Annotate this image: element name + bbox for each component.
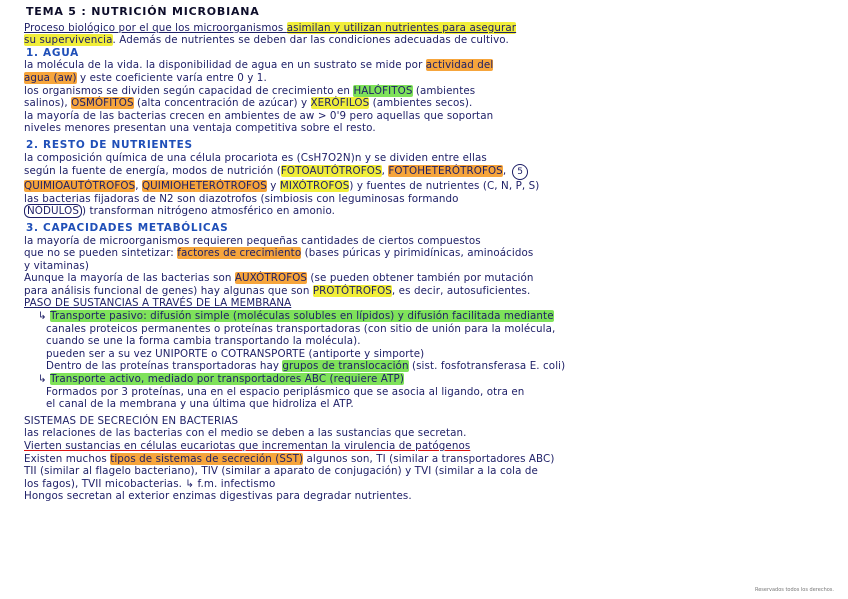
text-line: las bacterias fijadoras de N2 son diazotrofos (simbiosis con leguminosas formando xyxy=(24,192,459,205)
text-line: Aunque la mayoría de las bacterias son AUXÓTROFOS (se pueden obtener también por mutación xyxy=(24,272,534,285)
text-line: los fagos), TVII micobacterias. ↳ f.m. infectismo xyxy=(24,477,276,490)
section-heading-nutrientes: 2. RESTO DE NUTRIENTES xyxy=(26,138,193,151)
circled-number: 5 xyxy=(512,164,528,180)
note-sheet xyxy=(24,6,830,576)
intro-line: Proceso biológico por el que los microorganismos asimilan y utilizan nutrientes para asegurar xyxy=(24,21,517,34)
text-line: QUIMIOAUTÓTROFOS, QUIMIOHETERÓTROFOS y MIXÓTROFOS) y fuentes de nutrientes (C, N, P, S) xyxy=(24,180,540,193)
page-title: TEMA 5 : NUTRICIÓN MICROBIANA xyxy=(26,5,260,18)
text-line: Vierten sustancias en células eucariotas que incrementan la virulencia de patógenos xyxy=(24,440,471,452)
transport-line: Formados por 3 proteínas, una en el espacio periplásmico que se asocia al ligando, otra en xyxy=(46,385,525,398)
transport-line: canales proteicos permanentes o proteínas transportadoras (con sitio de unión para la molécula, xyxy=(46,322,556,335)
text-line: según la fuente de energía, modos de nutrición (FOTOAUTÓTROFOS, FOTOHETERÓTROFOS, 5 xyxy=(24,164,830,180)
text-line: y vitaminas) xyxy=(24,259,89,272)
text-line: niveles menores presentan una ventaja competitiva sobre el resto. xyxy=(24,122,376,135)
text-line: la mayoría de las bacterias crecen en ambientes de aw > 0'9 pero aquellas que soportan xyxy=(24,109,494,122)
text-line: salinos), OSMÓFITOS (alta concentración de azúcar) y XERÓFILOS (ambientes secos). xyxy=(24,97,473,110)
text-line: agua (aw) y este coeficiente varía entre 0 y 1. xyxy=(24,71,267,84)
transport-line: pueden ser a su vez UNIPORTE o COTRANSPORTE (antiporte y simporte) xyxy=(46,347,425,360)
transport-line: cuando se une la forma cambia transportando la molécula). xyxy=(46,335,361,348)
transport-line: el canal de la membrana y una última que hidroliza el ATP. xyxy=(46,398,354,411)
section-heading-metabolicas: 3. CAPACIDADES METABÓLICAS xyxy=(26,221,229,234)
intro-line: su supervivencia. Además de nutrientes se deben dar las condiciones adecuadas de cultivo. xyxy=(24,34,509,47)
text-line: los organismos se dividen según capacidad de crecimiento en HALÓFITOS (ambientes xyxy=(24,84,476,97)
text-line: para análisis funcional de genes) hay algunas que son PROTÓTROFOS, es decir, autosuficientes. xyxy=(24,284,531,297)
transport-line: ↳ Transporte activo, mediado por transportadores ABC (requiere ATP) xyxy=(38,373,404,386)
secretion-heading: SISTEMAS DE SECRECIÓN EN BACTERIAS xyxy=(24,414,239,427)
section-heading-agua: 1. AGUA xyxy=(26,46,79,59)
text-line: que no se pueden sintetizar: factores de crecimiento (bases púricas y pirimidínicas, aminoácidos xyxy=(24,247,534,260)
text-line: la molécula de la vida. la disponibilidad de agua en un sustrato se mide por actividad del xyxy=(24,59,494,72)
text-line: la mayoría de microorganismos requieren pequeñas cantidades de ciertos compuestos xyxy=(24,234,481,247)
text-line: Hongos secretan al exterior enzimas digestivas para degradar nutrientes. xyxy=(24,490,412,503)
subheading: PASO DE SUSTANCIAS A TRAVÉS DE LA MEMBRANA xyxy=(24,297,292,310)
text-line: las relaciones de las bacterias con el medio se deben a las sustancias que secretan. xyxy=(24,427,467,440)
text-line: TII (similar al flagelo bacteriano), TIV (similar a aparato de conjugación) y TVI (similar a la cola de xyxy=(24,465,538,478)
text-line: Existen muchos tipos de sistemas de secreción (SST) algunos son, TI (similar a transportadores ABC) xyxy=(24,452,555,465)
text-line: NÓDULOS ) transforman nitrógeno atmosférico en amonio. xyxy=(24,205,830,218)
text-line: la composición química de una célula procariota es (CsH7O2N)n y se dividen entre ellas xyxy=(24,151,487,164)
footer-note: Reservados todos los derechos. xyxy=(754,587,834,593)
transport-line: Dentro de las proteínas transportadoras hay grupos de translocación (sist. fosfotransferasa E. coli) xyxy=(46,360,566,373)
transport-line: ↳ Transporte pasivo: difusión simple (moléculas solubles en lípidos) y difusión facilitada mediante xyxy=(38,310,554,323)
